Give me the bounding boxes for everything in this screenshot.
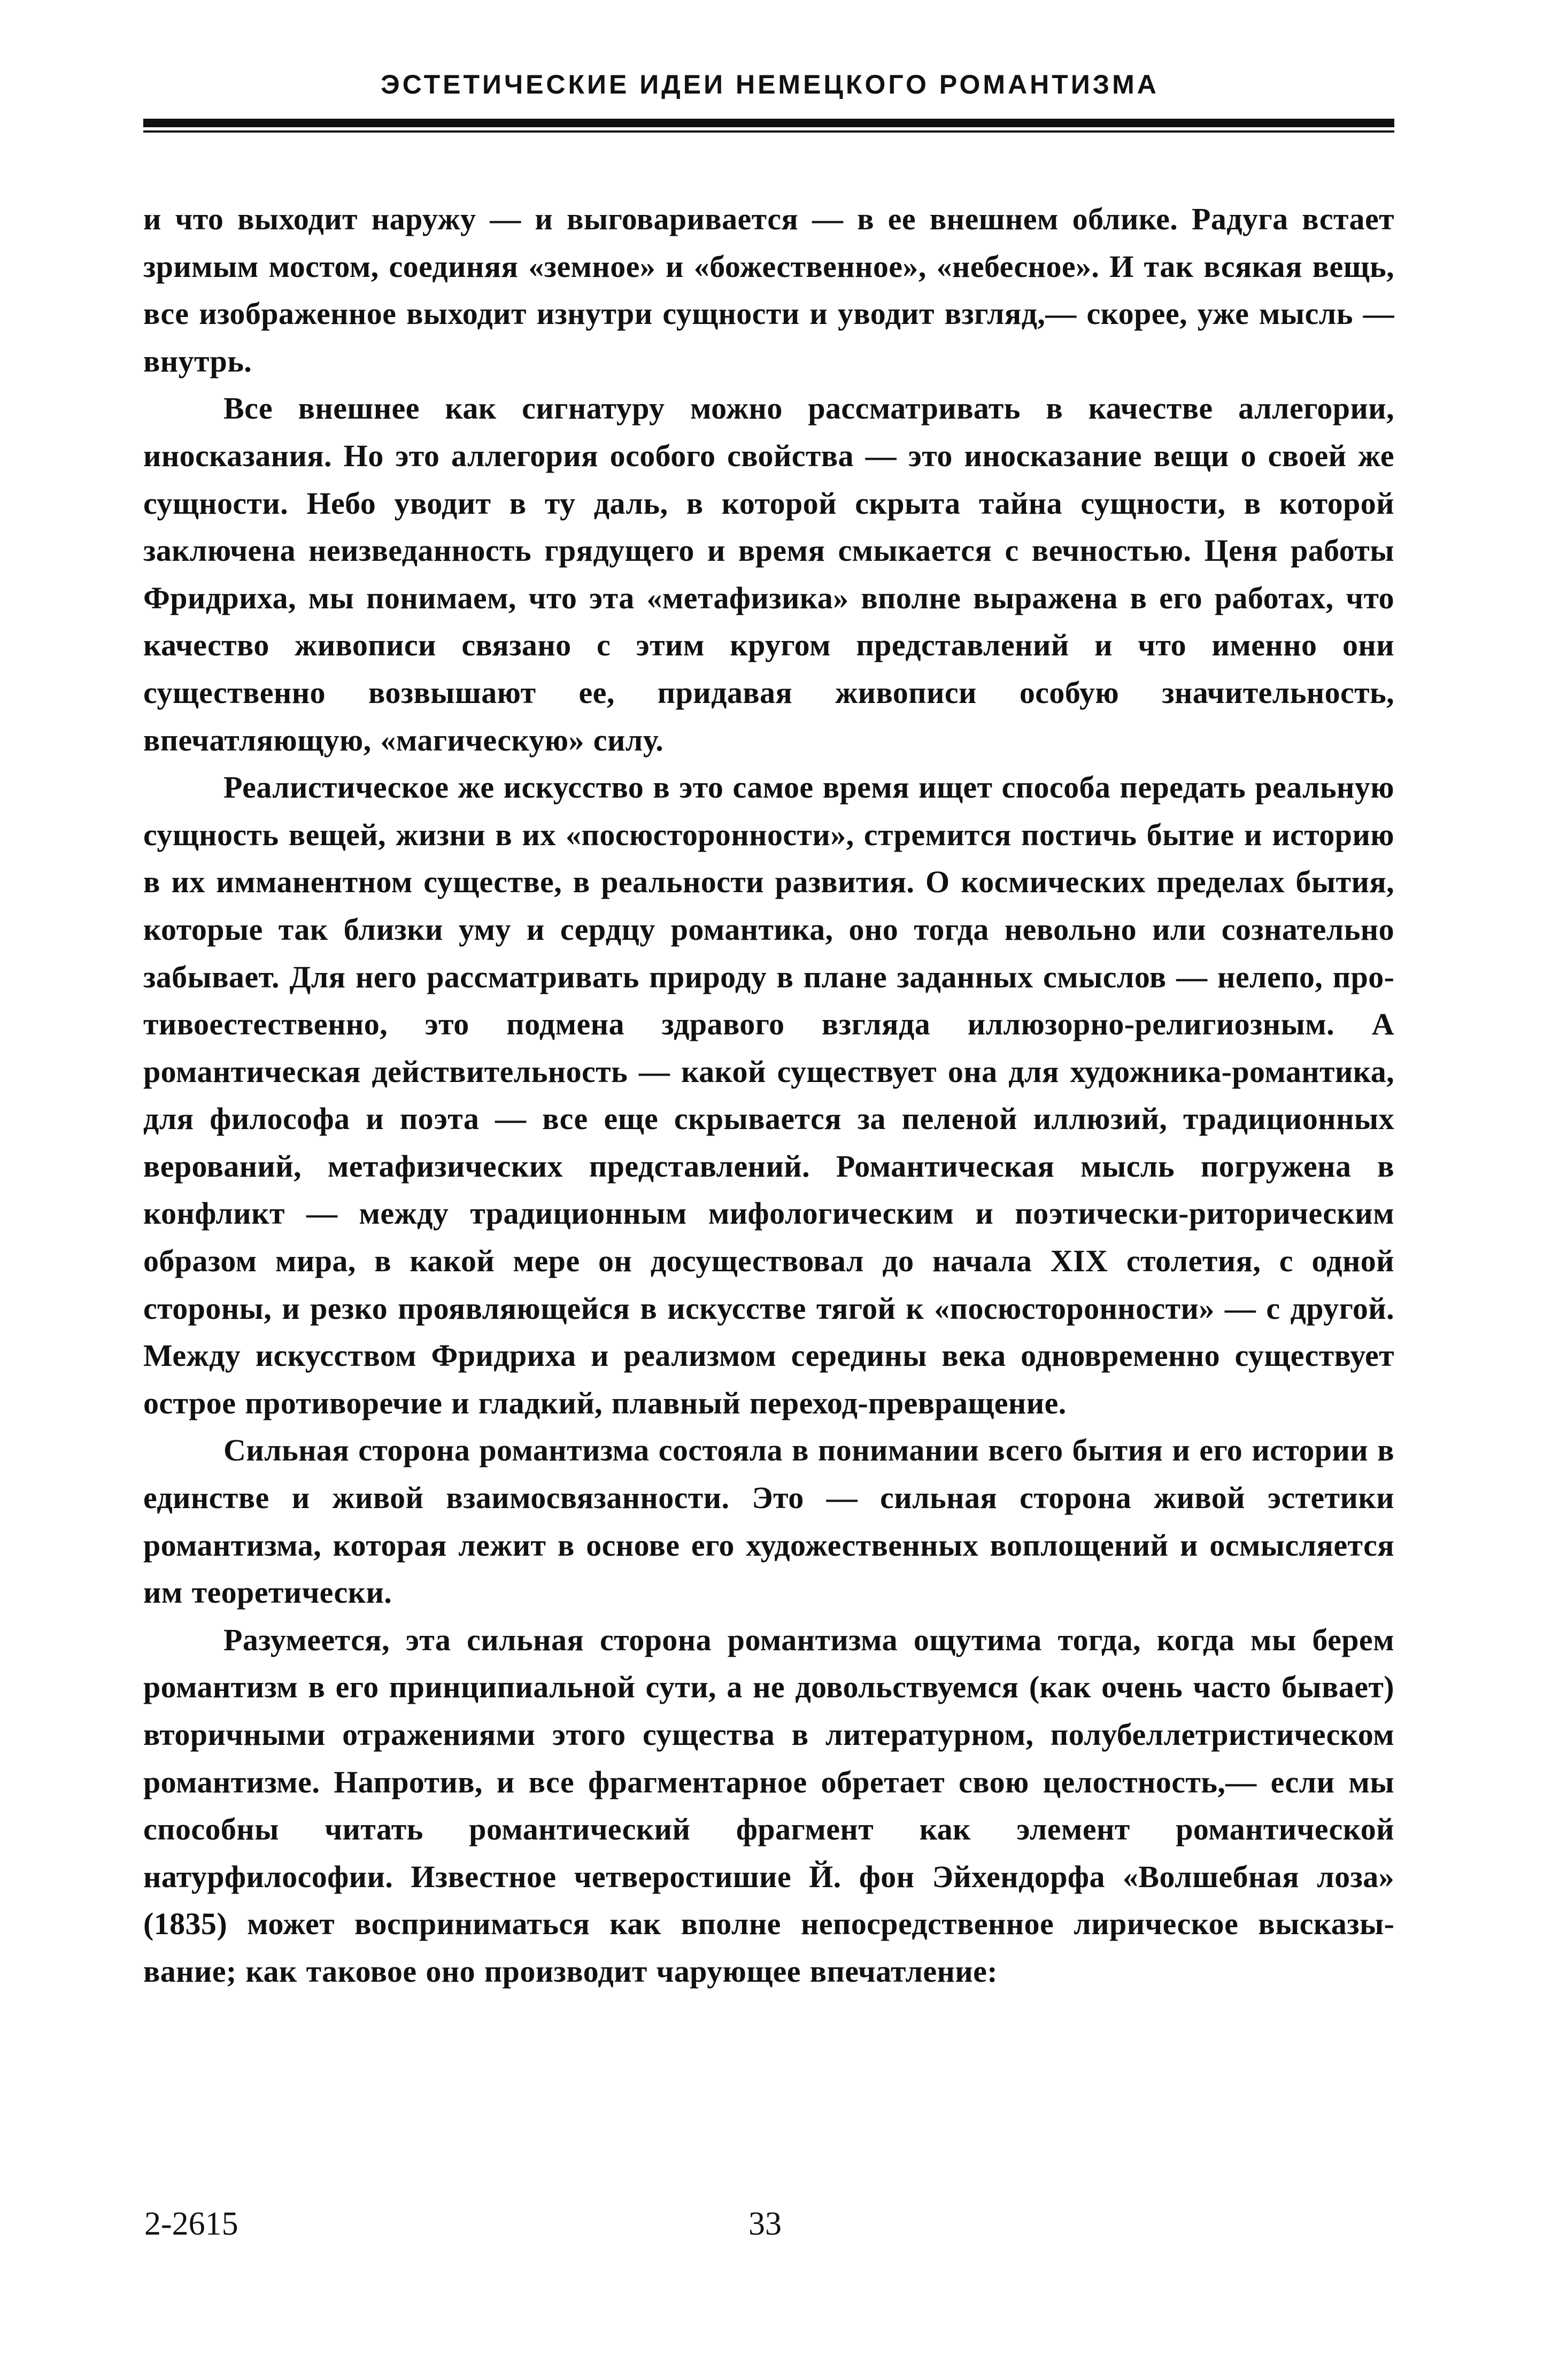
- paragraph-3: Реалистическое же искусство в это самое время ищет способа передать реальную сущность вещей, жизни в их «посюсторонности», стремится постичь бытие и историю в их имманентном существе, в реальности развития. О космических пределах бытия, которые так близки уму и сердцу романтика, оно тогда невольно или сознательно забывает. Для него рассматривать природу в плане заданных смыслов — нелепо, противоестественно, это подмена здравого взгляда иллюзорно-религиозным. А романтическая действительность — какой существует она для художника-романтика, для философа и поэта — все еще скрывается за пеленой иллюзий, традиционных верований, метафизических представлений. Романтическая мысль погружена в конфликт — между традиционным мифологическим и поэтически-риторическим образом мира, в какой мере он досуществовал до начала XIX столетия, с одной стороны, и резко проявляющейся в искусстве тягой к «посюсторонности» — с другой. Между искусством Фридриха и реализмом середины века одновременно существует острое противоречие и гладкий, плавный переход-превращение.: [143, 770, 1394, 1420]
- body-text: [143, 196, 1394, 1996]
- header-rule-thin: [143, 130, 1394, 133]
- running-head: ЭСТЕТИЧЕСКИЕ ИДЕИ НЕМЕЦКОГО РОМАНТИЗМА: [381, 69, 1159, 99]
- paragraph-2: Все внешнее как сигнатуру можно рассматривать в качестве аллегории, иносказания. Но это аллегория особого свойства — это иносказание вещи о своей же сущности. Небо уводит в ту даль, в которой скрыта тайна сущности, в которой заключена неизведанность грядущего и время смыкается с вечностью. Ценя работы Фридриха, мы понимаем, что эта «метафизика» вполне выражена в его работах, что качество живописи связано с этим кругом представлений и что именно они существенно возвышают ее, придавая живописи особую значительность, впечатляющую, «магическую» силу.: [143, 391, 1394, 758]
- page-number: 33: [748, 2206, 782, 2242]
- header-rule-thick: [143, 119, 1394, 127]
- printer-signature: 2-2615: [144, 2206, 238, 2242]
- paragraph-4: Сильная сторона романтизма состояла в понимании всего бытия и его истории в единстве и живой взаимосвязанности. Это — сильная сторона живой эстетики романтизма, которая лежит в основе его художественных воплощений и осмысляется им теоретически.: [143, 1433, 1394, 1610]
- paragraph-5: Разумеется, эта сильная сторона романтизма ощутима тогда, когда мы берем романтизм в его принципиальной сути, а не довольствуемся (как очень часто бывает) вторичными отражениями этого существа в литературном, полубеллетристическом романтизме. Напротив, и все фрагментарное обретает свою целостность,— если мы способны читать романтический фрагмент как элемент романтической натурфилософии. Известное четверостишие Й. фон Эйхендорфа «Волшебная лоза» (1835) может восприниматься как вполне непосредственное лирическое высказывание; как таковое оно производит чарующее впечатление:: [143, 1622, 1394, 1989]
- paragraph-1: и что выходит наружу — и выговаривается — в ее внешнем облике. Радуга встает зримым мостом, соединяя «земное» и «божественное», «небесное». И так всякая вещь, все изображенное выходит изнутри сущности и уводит взгляд,— скорее, уже мысль — внутрь.: [143, 202, 1394, 378]
